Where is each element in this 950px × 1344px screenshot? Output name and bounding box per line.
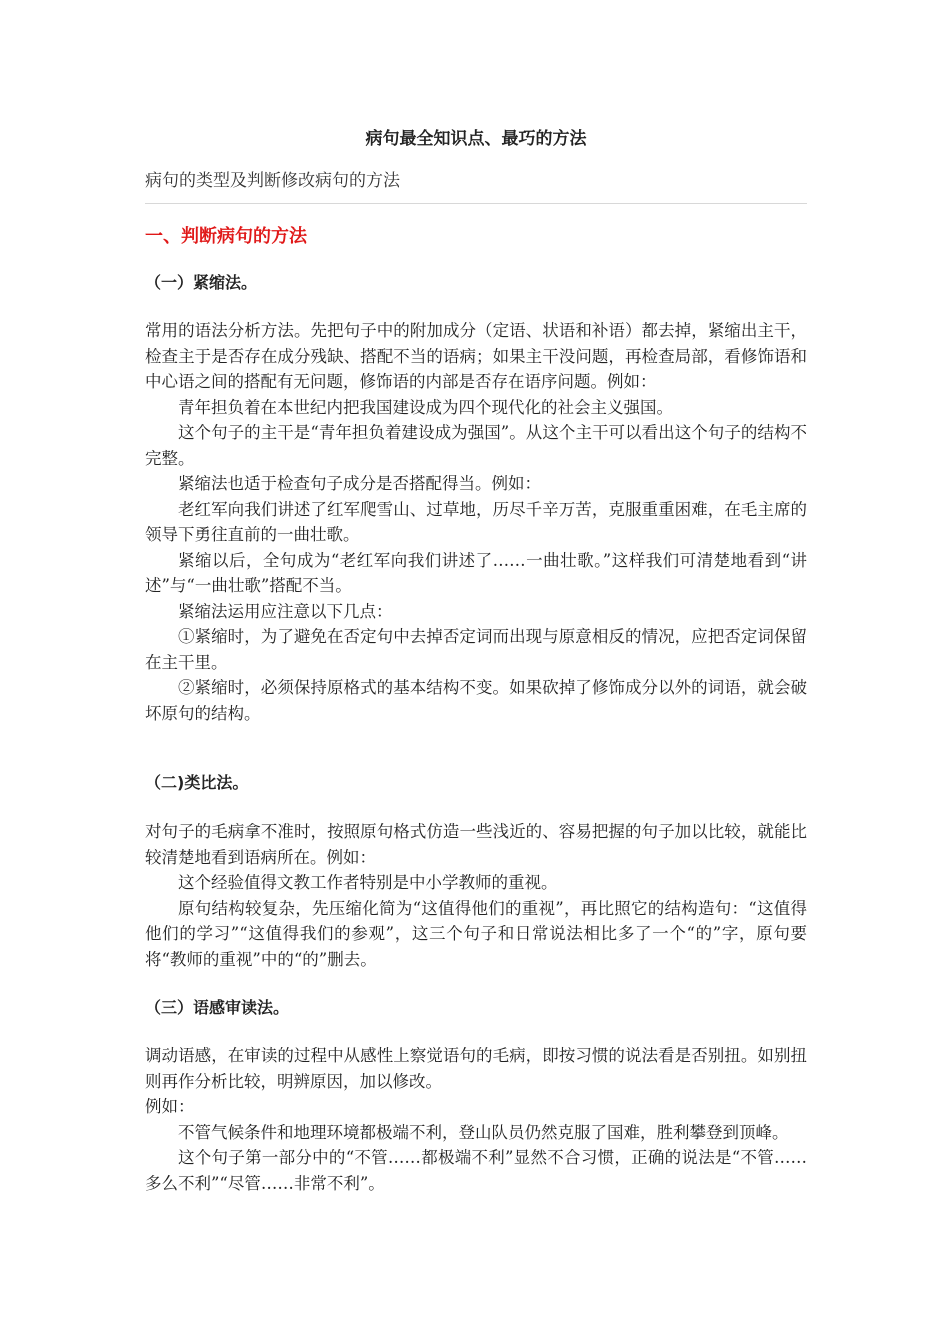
paragraph: 调动语感，在审读的过程中从感性上察觉语句的毛病，即按习惯的说法看是否别扭。如别扭则再作分析比较，明辨原因，加以修改。: [145, 1046, 807, 1091]
subsection-heading-1: （一）紧缩法。: [145, 273, 258, 292]
paragraph: 例如：: [145, 1097, 195, 1116]
subsection-heading-3: （三）语感审读法。: [145, 998, 290, 1017]
paragraph: 紧缩以后，全句成为“老红军向我们讲述了……一曲壮歌。”这样我们可清楚地看到“讲述”与“一曲壮歌”搭配不当。: [145, 550, 807, 595]
paragraph: 这个句子第一部分中的“不管……都极端不利”显然不合习惯，正确的说法是“不管……多么不利”“尽管……非常不利”。: [145, 1148, 807, 1193]
divider: [145, 203, 807, 204]
list-item: ①紧缩时，为了避免在否定句中去掉否定词而出现与原意相反的情况，应把否定词保留在主干里。: [145, 627, 807, 672]
document-subtitle: 病句的类型及判断修改病句的方法: [145, 171, 400, 191]
section-heading: 一、判断病句的方法: [145, 226, 307, 247]
example-sentence: 青年担负着在本世纪内把我国建设成为四个现代化的社会主义强国。: [178, 397, 673, 417]
example-sentence: 这个经验值得文教工作者特别是中小学教师的重视。: [178, 873, 558, 892]
subsection-body-1: [145, 318, 807, 726]
subsection-heading-2: （二)类比法。: [145, 773, 249, 792]
paragraph: 这个句子的主干是“青年担负着建设成为强国”。从这个主干可以看出这个句子的结构不完整。: [145, 423, 807, 468]
subsection-body-2: [145, 819, 807, 972]
example-sentence: 老红军向我们讲述了红军爬雪山、过草地，历尽千辛万苦，克服重重困难，在毛主席的领导下勇往直前的一曲壮歌。: [145, 499, 807, 544]
paragraph: 常用的语法分析方法。先把句子中的附加成分（定语、状语和补语）都去掉，紧缩出主干，检查主于是否存在成分残缺、搭配不当的语病；如果主干没问题，再检查局部，看修饰语和中心语之间的搭配有无问题，修饰语的内部是否存在语序问题。例如：: [145, 321, 807, 391]
paragraph: 紧缩法运用应注意以下几点：: [178, 601, 393, 621]
paragraph: 对句子的毛病拿不准时，按照原句格式仿造一些浅近的、容易把握的句子加以比较，就能比较清楚地看到语病所在。例如：: [145, 822, 807, 867]
document-title: 病句最全知识点、最巧的方法: [365, 129, 587, 149]
example-sentence: 不管气候条件和地理环境都极端不利，登山队员仍然克服了国难，胜利攀登到顶峰。: [178, 1122, 789, 1142]
subsection-body-3: [145, 1043, 807, 1196]
list-item: ②紧缩时，必须保持原格式的基本结构不变。如果砍掉了修饰成分以外的词语，就会破坏原句的结构。: [145, 678, 807, 723]
paragraph: 原句结构较复杂，先压缩化简为“这值得他们的重视”，再比照它的结构造句：“这值得他们的学习”“这值得我们的参观”，这三个句子和日常说法相比多了一个“的”字，原句要将“教师的重视”中的“的”删去。: [145, 898, 807, 969]
paragraph: 紧缩法也适于检查句子成分是否搭配得当。例如：: [178, 474, 541, 493]
